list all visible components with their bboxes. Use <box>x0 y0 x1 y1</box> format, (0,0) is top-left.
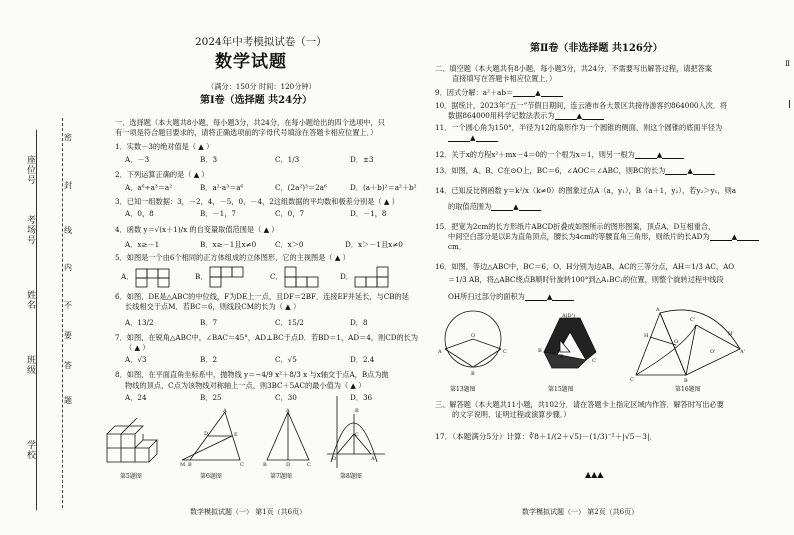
svg-text:E: E <box>234 432 238 438</box>
page-2-footer: 数学模拟试题（一） 第2页（共6页） <box>522 508 639 516</box>
score-time: （满分：150分 时间：120分钟） <box>207 82 316 91</box>
figure-5-label: 第5题图 <box>120 473 142 480</box>
svg-text:B: B <box>684 378 688 384</box>
q7-option-c: C．√5 <box>275 355 297 364</box>
left-page <box>95 0 425 535</box>
svg-text:O: O <box>674 339 679 345</box>
question-13: 13．如图，A、B、C在⊙O上，BC＝6，∠AOC＝∠ABC，则BC的长为 ▲ <box>435 166 715 175</box>
q5-figure-b <box>209 266 245 288</box>
question-8-cont: 物线的顶点，C点为该物线对称轴上一点，则3BC＋5AC的最小值为（ ▲ ） <box>125 381 366 390</box>
svg-text:B: B <box>538 348 542 354</box>
question-7: 7．如图，在锐角△ABC中，∠BAC＝45°，AD⊥BC于点D．若BD＝1，AD＝4，则CD的长为 <box>115 333 419 342</box>
q2-option-c: C．(2a²)³＝2a⁶ <box>275 183 327 192</box>
q6-option-a: A．13/2 <box>125 318 154 327</box>
svg-text:B: B <box>355 408 359 414</box>
q5-option-c: C． <box>270 272 283 281</box>
q2-option-a: A．a⁶÷a³＝a² <box>125 183 173 192</box>
figure-7-triangle <box>263 408 313 468</box>
q5-option-a: A． <box>121 272 134 281</box>
q7-option-d: D．2.4 <box>350 355 375 364</box>
question-5: 5．如图是一个由6个相同的正方体组成的立体图形，它的主视图是（ ▲ ） <box>115 253 350 262</box>
seal-line <box>62 118 77 508</box>
subject-title: 数学试题 <box>215 52 287 72</box>
question-15-unit: cm． <box>448 242 467 251</box>
question-6-cont: 长线相交于点M．若BC＝6，则线段CM的长为（ ▲ ） <box>125 302 301 311</box>
part1-title: 第Ⅰ卷（选择题 共24分） <box>200 95 313 106</box>
q2-option-b: B．a²·a³＝a⁶ <box>200 183 244 192</box>
question-14: 14．已知反比例函数 y＝k²/x（k≠0）的图象过点A（a，y₁），B（a＋1，y₂），若y₂＞y₁，则a <box>435 186 737 195</box>
exam-no-label: 考场号 <box>25 215 35 245</box>
part2-title: 第Ⅱ卷（非选择题 共126分） <box>530 43 663 54</box>
svg-text:O: O <box>471 333 476 339</box>
svg-text:B: B <box>263 462 267 468</box>
question-15-cont: 中间空白部分是以E为直角顶点，腰长为4cm的等腰直角三角形，则纸片的长AD为 ▲ <box>448 232 759 241</box>
svg-text:D: D <box>286 462 291 468</box>
question-11-cont: ▲ <box>448 133 498 142</box>
svg-text:A: A <box>656 307 660 313</box>
svg-text:O': O' <box>710 349 716 355</box>
binding-rule <box>36 130 37 510</box>
svg-text:D: D <box>204 431 209 437</box>
q2-option-d: D．(a＋b)²＝a²＋b² <box>350 183 417 192</box>
section2-head: 二、填空题（本大题共有8小题，每小题3分，共24分．不需要写出解答过程，请把答案 <box>435 64 713 73</box>
q1-option-b: B．3 <box>200 155 218 164</box>
figure-16-label: 第16题图 <box>675 386 701 393</box>
figure-15-folded-paper <box>530 312 600 374</box>
figure-13-label: 第13题图 <box>450 386 476 393</box>
question-7-cont: （ ▲ ） <box>125 343 150 352</box>
svg-text:B: B <box>471 371 475 377</box>
edge-mark: Ⅱ <box>785 60 790 68</box>
svg-text:A: A <box>438 349 442 355</box>
q4-option-a: A．x≥－1 <box>125 240 160 249</box>
q7-option-b: B．2 <box>200 355 218 364</box>
svg-text:C: C <box>240 462 244 468</box>
question-4: 4．函数 y＝√(x＋1)/x 的自变量取值范围是（ ▲ ） <box>115 225 279 234</box>
question-10-cont: 数据864000用科学记数法表示为 ▲ <box>448 111 604 120</box>
question-3: 3．已知一组数据：3，－2，4，－5，0，－4，2这组数据的平均数和极差分别是（ ▲ ） <box>115 197 399 206</box>
section3-head-2: 的文字说明、证明过程或演算步骤．） <box>452 410 571 419</box>
figure-8-label: 第8题图 <box>340 473 362 480</box>
svg-text:C: C <box>307 462 311 468</box>
q5-figure-d <box>354 266 390 288</box>
section2-head-2: 直接填写在答题卡相应位置上．） <box>452 74 557 83</box>
question-1: 1．实数－3的绝对值是（ ▲ ） <box>115 142 214 151</box>
svg-text:H': H' <box>728 331 734 337</box>
question-6: 6．如图，DE是△ABC的中位线，F为DE上一点，且DF＝2BF．连接EF并延长，与CB的延 <box>115 292 409 301</box>
svg-text:A: A <box>371 456 375 462</box>
seal-char: 密 <box>64 133 72 142</box>
figure-5-cubes <box>105 416 167 464</box>
question-14-cont: 的取值范围为 ▲ <box>448 202 541 211</box>
question-12: 12．关于x的方程x²＋mx－4＝0的一个根为x＝1，则另一根为 ▲ <box>435 150 684 159</box>
q6-option-d: D．8 <box>350 318 368 327</box>
figure-7-label: 第7题图 <box>270 473 292 480</box>
q3-option-a: A．0，8 <box>125 209 154 218</box>
question-16: 16．如图，等边△ABC中，BC＝6，O、H分别为边AB、AC的三等分点，AH＝1/3 AC，AO <box>435 262 735 271</box>
figure-8-parabola <box>325 394 387 469</box>
q8-option-b: B．25 <box>200 393 222 402</box>
q3-option-b: B．－1，7 <box>200 209 236 218</box>
seat-label: 座位号 <box>25 155 35 185</box>
q1-option-a: A．－3 <box>125 155 150 164</box>
class-label: 班级 <box>25 355 35 375</box>
figure-13-circle <box>435 305 513 380</box>
svg-text:C: C <box>630 377 634 383</box>
seal-char: 内 <box>64 263 72 272</box>
school-label: 学校 <box>25 440 35 460</box>
figure-6-triangle <box>180 408 250 468</box>
svg-text:A(D'): A(D') <box>562 313 575 319</box>
q1-option-d: D．±3 <box>350 155 374 164</box>
question-11: 11．一个圆心角为150°，半径为12的扇形作为一个圆锥的侧面，则这个圆锥的底面半径为 <box>435 123 723 132</box>
q6-option-b: B．7 <box>200 318 218 327</box>
seal-char: 线 <box>64 226 72 235</box>
seal-char: 不 <box>64 301 72 310</box>
section3-head: 三、解答题（本大题共11小题，共102分．请在答题卡上指定区域内作答．解答时写出必要 <box>435 400 724 409</box>
q1-option-c: C．1/3 <box>275 155 300 164</box>
question-17: 17．（本题满分5分）计算：∛8＋1/(2＋√5)－(1/3)⁻²＋|√5－3|． <box>435 432 658 441</box>
svg-text:A': A' <box>740 349 745 355</box>
q4-option-d: D．x＞－1且x≠0 <box>345 240 403 249</box>
q5-figure-a <box>135 268 171 288</box>
question-15: 15．把宽为2cm的长方形纸片ABCD折叠成如图所示的图形图案，顶点A，D互相重合， <box>435 222 716 231</box>
page-end-marks: ▲▲▲ <box>585 470 604 479</box>
question-2: 2．下列运算正确的是（ ▲ ） <box>115 170 209 179</box>
svg-text:C': C' <box>690 317 696 323</box>
seal-char: 题 <box>64 396 72 405</box>
q7-option-a: A．√3 <box>125 355 147 364</box>
figure-15-label: 第15题图 <box>548 386 574 393</box>
svg-text:C: C <box>592 358 596 364</box>
section1-head-2: 有一项是符合题目要求的，请将正确选项前的字母代号填涂在答题卡相应位置上．） <box>115 128 378 137</box>
question-9: 9．因式分解：a²＋ab＝ ▲ <box>435 88 563 97</box>
q6-option-c: C．15/2 <box>275 318 304 327</box>
q3-option-c: C．0，7 <box>275 209 305 218</box>
svg-text:B: B <box>188 462 192 468</box>
question-16-cont-2: OH所扫过部分的面积为 ▲ <box>448 292 574 301</box>
svg-text:C: C <box>355 432 359 438</box>
q8-option-d: D．36 <box>350 393 373 402</box>
question-16-cont: ＝1/3 AB，将△ABC绕点B顺时针旋转100°到△A₁BC₁的位置，则整个旋转过程中线段 <box>448 275 724 284</box>
q8-option-c: C．30 <box>275 393 297 402</box>
name-label: 姓名 <box>25 290 35 310</box>
seal-char: 封 <box>64 181 72 190</box>
q4-option-c: C．x＞0 <box>275 240 304 249</box>
q5-figure-c <box>284 266 320 288</box>
q5-option-d: D． <box>340 272 353 281</box>
edge-tick <box>789 100 790 108</box>
seal-char: 要 <box>64 331 72 340</box>
right-page <box>430 0 775 535</box>
seal-char: 答 <box>64 361 72 370</box>
q4-option-b: B．x≥－1且x≠0 <box>200 240 257 249</box>
paper-title: 2024年中考模拟试卷（一） <box>195 36 327 48</box>
svg-text:E: E <box>560 354 564 360</box>
svg-text:M: M <box>180 462 186 468</box>
section1-head: 一、选择题（本大题共8小题，每小题3分，共24分，在每小题给出的四个选项中，只 <box>115 118 385 127</box>
svg-text:A: A <box>286 408 290 414</box>
svg-text:O: O <box>332 456 337 462</box>
question-8: 8．如图，在平面直角坐标系中，抛物线 y＝−4/9 x²＋8/3 x 与x轴交于点A，B点为抛 <box>115 370 389 379</box>
figure-6-label: 第6题图 <box>200 473 222 480</box>
page-1-footer: 数学模拟试题（一） 第1页（共6页） <box>190 508 307 516</box>
svg-text:H: H <box>644 333 649 339</box>
figure-16-rotation <box>630 305 750 385</box>
svg-text:A: A <box>223 408 227 414</box>
q5-option-b: B． <box>195 272 208 281</box>
q3-option-d: D．－1，8 <box>350 209 387 218</box>
question-10: 10．据统计，2023年“五一”节假日期间，连云港市各大景区共接待游客约864000人次．将 <box>435 101 728 110</box>
svg-text:C: C <box>503 349 507 355</box>
binding-strip <box>0 0 95 535</box>
q8-option-a: A．24 <box>125 393 147 402</box>
